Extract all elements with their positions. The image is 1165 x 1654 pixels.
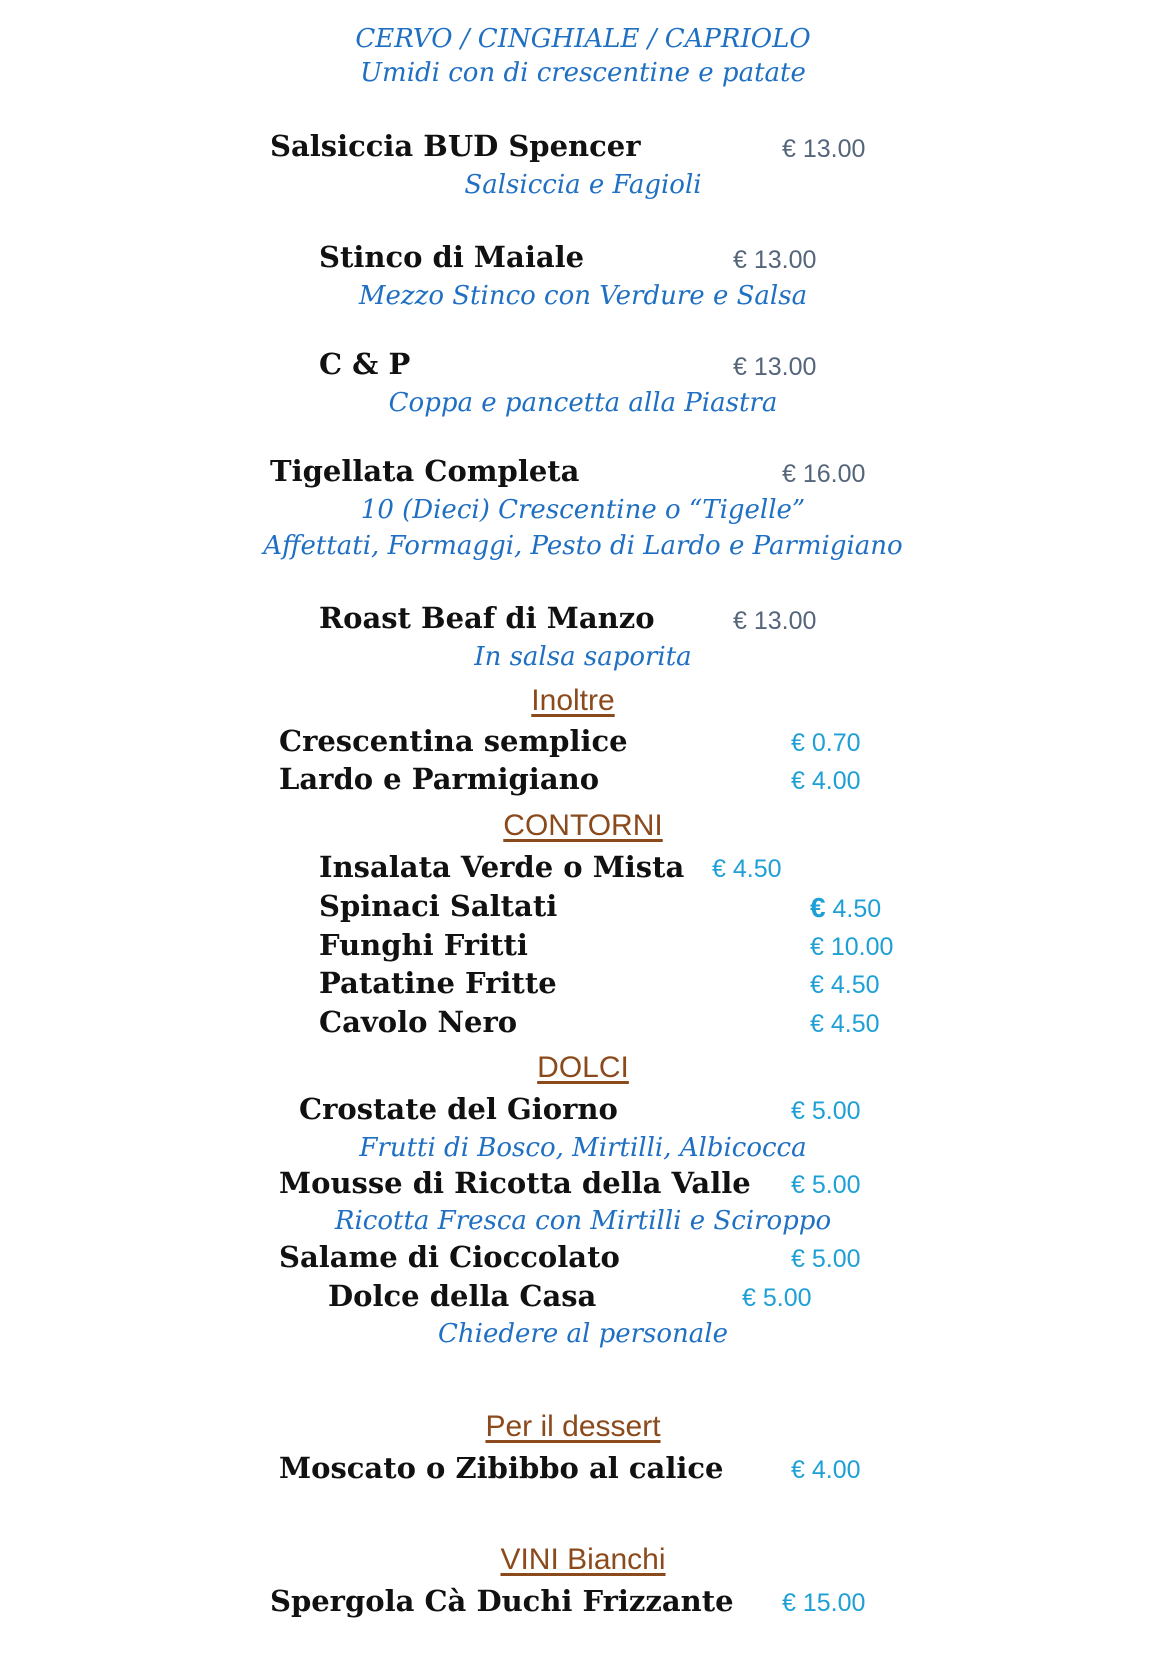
menu-item-price: € 4.00 [791,767,861,795]
menu-item-name: Insalata Verde o Mista [319,850,685,884]
menu-item-name: Roast Beaf di Manzo [319,601,655,635]
menu-item-name: Stinco di Maiale [319,240,585,274]
section-heading-dessert: Per il dessert [485,1410,661,1443]
menu-item-price: € 13.00 [733,353,817,381]
menu-item-description: Frutti di Bosco, Mirtilli, Albicocca [359,1133,807,1163]
menu-item-description: Affettati, Formaggi, Pesto di Lardo e Parmigiano [263,531,903,561]
price-value: 4.50 [825,895,882,923]
menu-item-price: € 4.50 [810,1010,880,1038]
section-heading-inoltre: Inoltre [531,684,615,717]
menu-item-name: Cavolo Nero [319,1005,518,1039]
menu-item-description: In salsa saporita [474,642,692,672]
menu-item-price: € 5.00 [791,1097,861,1125]
menu-item-description: 10 (Dieci) Crescentine o “Tigelle” [360,495,806,525]
menu-item-description: Coppa e pancetta alla Piastra [388,388,778,418]
menu-item-name: Funghi Fritti [319,928,528,962]
menu-item-name: Spergola Cà Duchi Frizzante [270,1584,734,1618]
menu-item-name: Salsiccia BUD Spencer [270,129,641,163]
menu-item-price: € 13.00 [733,607,817,635]
menu-item-price: € 4.50 [712,855,782,883]
menu-item-price: € 16.00 [782,460,866,488]
menu-item-price [810,894,881,922]
menu-item-price: € 13.00 [782,135,866,163]
menu-item-name: Crostate del Giorno [299,1092,618,1126]
menu-item-price: € 5.00 [791,1171,861,1199]
menu-item-description: Salsiccia e Fagioli [464,170,702,200]
section-heading-dolci: DOLCI [537,1051,629,1084]
menu-item-price: € 5.00 [791,1245,861,1273]
menu-item-name: Tigellata Completa [270,454,580,488]
menu-item-name: Salame di Cioccolato [279,1240,620,1274]
section-heading-vini-bianchi: VINI Bianchi [500,1543,666,1576]
menu-item-price: € 13.00 [733,246,817,274]
menu-item-description: Chiedere al personale [438,1319,728,1349]
menu-item-price: € 15.00 [782,1589,866,1617]
menu-item-name: Patatine Fritte [319,966,557,1000]
menu-item-price: € 5.00 [742,1284,812,1312]
menu-item-name: Lardo e Parmigiano [279,762,600,796]
menu-item-price: € 4.50 [810,971,880,999]
menu-item-name: Dolce della Casa [328,1279,597,1313]
menu-item-name: Crescentina semplice [279,724,628,758]
menu-item-name: Moscato o Zibibbo al calice [279,1451,724,1485]
section-subtitle-game: Umidi con di crescentine e patate [360,58,806,88]
section-heading-contorni: CONTORNI [503,809,663,842]
menu-item-name: C & P [319,347,411,381]
menu-item-price: € 4.00 [791,1456,861,1484]
menu-item-name: Mousse di Ricotta della Valle [279,1166,751,1200]
menu-item-description: Ricotta Fresca con Mirtilli e Sciroppo [334,1206,832,1236]
menu-item-price: € 0.70 [791,729,861,757]
section-title-game: CERVO / CINGHIALE / CAPRIOLO [355,24,811,54]
menu-item-description: Mezzo Stinco con Verdure e Salsa [358,281,808,311]
menu-item-price: € 10.00 [810,933,894,961]
euro-symbol: € [810,892,826,923]
menu-item-name: Spinaci Saltati [319,889,558,923]
